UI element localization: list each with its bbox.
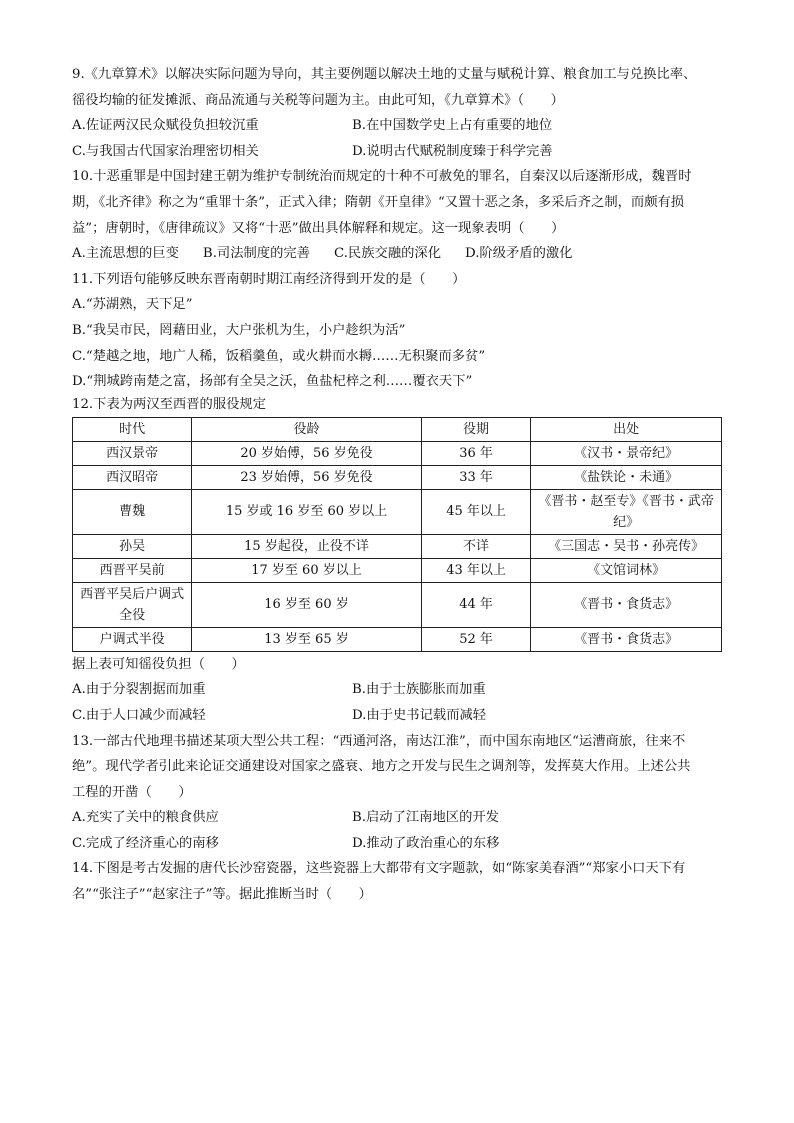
table-cell: 33 年 <box>421 465 531 489</box>
option-b: B.在中国数学史上占有重要的地位 <box>352 118 553 134</box>
table-cell: 不详 <box>421 534 531 558</box>
option-d: D.由于史书记载而减轻 <box>352 707 487 723</box>
table-cell: 户调式半役 <box>73 627 192 651</box>
option-a: A.充实了关中的粮食供应 <box>72 810 219 826</box>
question-10 <box>72 164 724 266</box>
table-cell: 36 年 <box>421 441 531 465</box>
question-12 <box>72 395 724 729</box>
option-d: D.推动了政治重心的东移 <box>352 835 500 851</box>
option-c: C.民族交融的深化 <box>334 246 442 262</box>
table-cell: 15 岁起役，止役不详 <box>192 534 422 558</box>
question-stem: 徭役均输的征发摊派、商品流通与关税等问题为主。由此可知，《九章算术》（ ） <box>72 92 564 108</box>
question-stem: 工程的开凿（ ） <box>72 784 192 800</box>
table-cell: 45 年以上 <box>421 489 531 534</box>
table-row <box>73 558 722 582</box>
table-cell: 西晋平吴前 <box>73 558 192 582</box>
option-b: B.司法制度的完善 <box>202 246 310 262</box>
option-d: D.“荆城跨南楚之富，扬部有全吴之沃，鱼盐杞梓之利……覆衣天下” <box>72 374 473 390</box>
table-cell: 《晋书・食货志》 <box>531 627 722 651</box>
table-cell: 16 岁至 60 岁 <box>192 582 422 627</box>
option-a: A.由于分裂割据而加重 <box>72 682 206 698</box>
option-b: B.启动了江南地区的开发 <box>352 810 499 826</box>
question-stem: 10.十恶重罪是中国封建王朝为维护专制统治而规定的十种不可赦免的罪名，自秦汉以后逐渐形成，魏晋时 <box>72 169 692 185</box>
question-14 <box>72 856 724 907</box>
option-d: D.阶级矛盾的激化 <box>465 246 573 262</box>
table-cell: 《晋书・赵至专》《晋书・武帝纪》 <box>531 489 722 534</box>
option-c: C.完成了经济重心的南移 <box>72 835 219 851</box>
table-cell: 17 岁至 60 岁以上 <box>192 558 422 582</box>
question-stem: 名”“张注子”“赵家注子”等。据此推断当时（ ） <box>72 887 372 903</box>
table-row <box>73 534 722 558</box>
question-stem: 13.一部古代地理书描述某项大型公共工程：“西通河洛，南达江淮”，而中国东南地区“运漕商旅，往来不 <box>72 733 686 749</box>
table-row <box>73 441 722 465</box>
table-row <box>73 489 722 534</box>
question-stem: 14.下图是考古发掘的唐代长沙窑瓷器，这些瓷器上大都带有文字题款，如“陈家美春酒”“郑家小口天下有 <box>72 861 686 877</box>
table-cell: 曹魏 <box>73 489 192 534</box>
table-cell: 《汉书・景帝纪》 <box>531 441 722 465</box>
column-header: 役龄 <box>192 417 422 441</box>
option-c: C.与我国古代国家治理密切相关 <box>72 143 259 159</box>
question-stem: 期，《北齐律》称之为“重罪十条”，正式入律；隋朝《开皇律》“又置十恶之条，多采后齐之制，而颇有损 <box>72 194 685 210</box>
question-9 <box>72 62 724 164</box>
question-11 <box>72 267 724 395</box>
table-cell: 15 岁或 16 岁至 60 岁以上 <box>192 489 422 534</box>
exam-page <box>72 62 724 908</box>
option-a: A.主流思想的巨变 <box>72 246 179 262</box>
question-stem: 12.下表为两汉至西晋的服役规定 <box>72 396 267 412</box>
question-prompt: 据上表可知徭役负担（ ） <box>72 656 245 672</box>
table-cell: 西晋平吴后户调式全役 <box>73 582 192 627</box>
option-a: A.“苏湖熟，天下足” <box>72 297 193 313</box>
table-cell: 西汉景帝 <box>73 441 192 465</box>
table-cell: 20 岁始傅，56 岁免役 <box>192 441 422 465</box>
column-header: 出处 <box>531 417 722 441</box>
table-row <box>73 627 722 651</box>
table-cell: 44 年 <box>421 582 531 627</box>
table-cell: 孙吴 <box>73 534 192 558</box>
table-row <box>73 465 722 489</box>
table-header-row <box>73 417 722 441</box>
service-table <box>72 417 722 652</box>
option-b: B.“我吴市民，罔藉田业，大户张机为生，小户趁织为活” <box>72 322 406 338</box>
column-header: 时代 <box>73 417 192 441</box>
option-b: B.由于士族膨胀而加重 <box>352 682 486 698</box>
table-cell: 《晋书・食货志》 <box>531 582 722 627</box>
option-c: C.“楚越之地，地广人稀，饭稻羹鱼，或火耕而水耨……无积聚而多贫” <box>72 348 486 364</box>
table-cell: 《文馆词林》 <box>531 558 722 582</box>
table-cell: 西汉昭帝 <box>73 465 192 489</box>
question-stem: 绝”。现代学者引此来论证交通建设对国家之盛衰、地方之开发与民生之调剂等，发挥莫大作用。上述公共 <box>72 759 691 775</box>
question-stem: 益”；唐朝时，《唐律疏议》又将“十恶”做出具体解释和规定。这一现象表明（ ） <box>72 220 565 236</box>
question-stem: 9.《九章算术》以解决实际问题为导向，其主要例题以解决土地的丈量与赋税计算、粮食加工与兑换比率、 <box>72 67 697 82</box>
option-d: D.说明古代赋税制度臻于科学完善 <box>352 143 553 159</box>
table-cell: 13 岁至 65 岁 <box>192 627 422 651</box>
option-a: A.佐证两汉民众赋役负担较沉重 <box>72 118 259 134</box>
table-cell: 《盐铁论・未通》 <box>531 465 722 489</box>
option-c: C.由于人口减少而减轻 <box>72 707 206 723</box>
table-row <box>73 582 722 627</box>
table-cell: 《三国志・吴书・孙亮传》 <box>531 534 722 558</box>
table-cell: 23 岁始傅，56 岁免役 <box>192 465 422 489</box>
column-header: 役期 <box>421 417 531 441</box>
table-cell: 52 年 <box>421 627 531 651</box>
table-cell: 43 年以上 <box>421 558 531 582</box>
question-stem: 11.下列语句能够反映东晋南朝时期江南经济得到开发的是（ ） <box>72 271 466 287</box>
question-13 <box>72 729 724 857</box>
